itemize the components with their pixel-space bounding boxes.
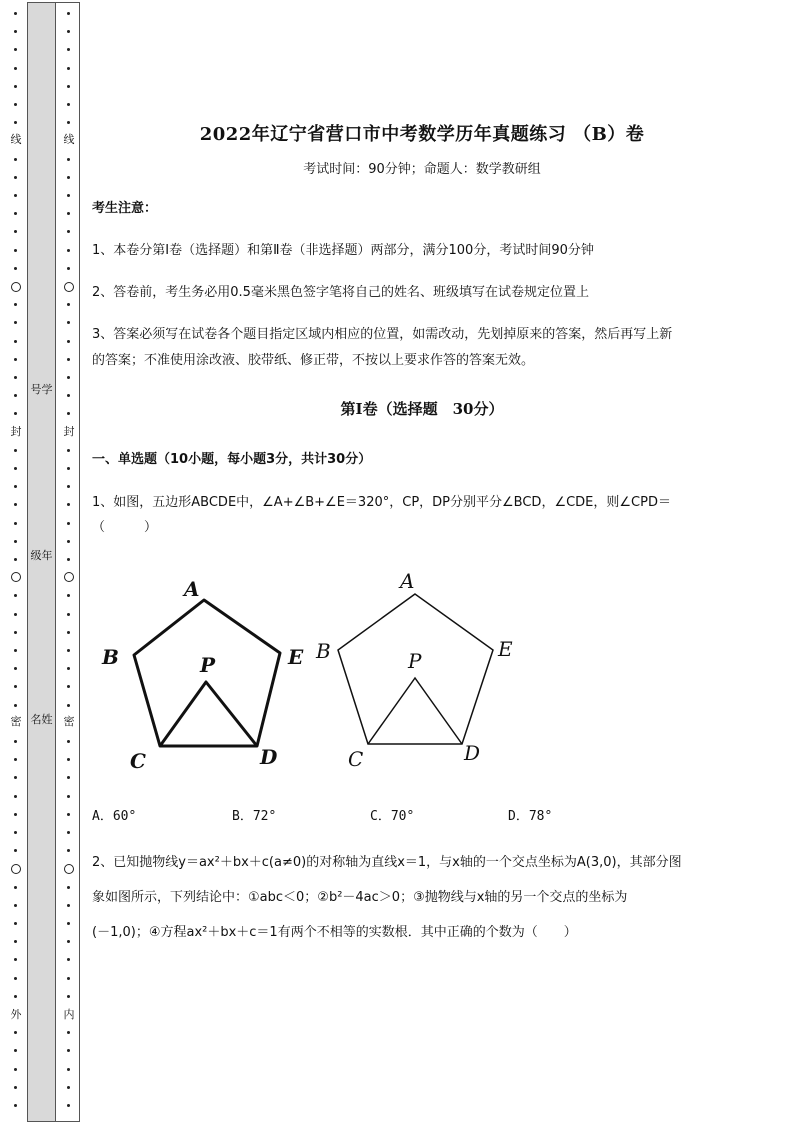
binding-dot — [67, 467, 70, 470]
binding-dot — [67, 558, 70, 561]
binding-dot — [67, 267, 70, 270]
student-id-label: 号学 — [30, 383, 53, 396]
binding-dot — [67, 685, 70, 688]
q1-option-b[interactable]: B．72° — [232, 809, 277, 824]
inner-line-marker: 内 — [63, 1008, 75, 1021]
inner-line-marker: 线 — [63, 133, 75, 146]
binding-dot — [67, 1049, 70, 1052]
outer-line-marker: 密 — [10, 715, 22, 728]
binding-dot — [67, 740, 70, 743]
section-title: 第I卷（选择题 30分） — [340, 400, 504, 418]
right-label-d: D — [464, 741, 481, 765]
binding-dot — [67, 704, 70, 707]
part-heading: 一、单选题（10小题，每小题3分，共计30分） — [92, 452, 372, 467]
binding-dot — [14, 12, 17, 15]
binding-dot — [14, 758, 17, 761]
inner-circle-marker — [64, 282, 74, 292]
binding-dot — [14, 1049, 17, 1052]
binding-dot — [67, 412, 70, 415]
binding-dot — [14, 649, 17, 652]
right-label-a: A — [400, 570, 415, 593]
binding-dot — [14, 1068, 17, 1071]
left-label-e: E — [288, 645, 304, 669]
binding-dot — [14, 540, 17, 543]
binding-dot — [67, 940, 70, 943]
left-label-a: A — [184, 577, 200, 601]
binding-dot — [14, 631, 17, 634]
left-label-p: P — [200, 653, 216, 677]
binding-dot — [14, 995, 17, 998]
pentagon-figure — [92, 570, 532, 770]
binding-dot — [67, 831, 70, 834]
binding-dot — [67, 485, 70, 488]
binding-dot — [67, 922, 70, 925]
binding-dot — [67, 449, 70, 452]
binding-dot — [67, 1031, 70, 1034]
binding-dot — [67, 776, 70, 779]
left-triangle-cp-dp — [160, 682, 257, 746]
notice-item-2: 2、答卷前，考生务必用0.5毫米黑色签字笔将自己的姓名、班级填写在试卷规定位置上 — [92, 285, 589, 300]
binding-dot — [67, 849, 70, 852]
binding-dot — [14, 776, 17, 779]
outer-circle-marker — [11, 282, 21, 292]
binding-dot — [67, 995, 70, 998]
binding-dot — [14, 303, 17, 306]
binding-dot — [67, 340, 70, 343]
name-label: 名姓 — [30, 713, 53, 726]
notice-item-1: 1、本卷分第I卷（选择题）和第Ⅱ卷（非选择题）两部分，满分100分，考试时间90分钟 — [92, 243, 594, 258]
binding-dot — [67, 958, 70, 961]
binding-dot — [14, 412, 17, 415]
binding-dot — [14, 922, 17, 925]
binding-dot — [14, 613, 17, 616]
binding-dot — [14, 558, 17, 561]
binding-dot — [67, 121, 70, 124]
binding-dot — [67, 85, 70, 88]
q1-blank: （ ） — [92, 520, 158, 535]
binding-dot — [67, 394, 70, 397]
binding-dot — [14, 230, 17, 233]
binding-dot — [14, 940, 17, 943]
q2-text-3: (－1,0)；④方程ax²＋bx＋c＝1有两个不相等的实数根．其中正确的个数为（ ） — [92, 925, 577, 940]
binding-dot — [67, 321, 70, 324]
binding-dot — [67, 1068, 70, 1071]
binding-dot — [14, 340, 17, 343]
binding-dot — [14, 467, 17, 470]
binding-dot — [67, 67, 70, 70]
right-label-b: B — [316, 639, 331, 663]
binding-dot — [14, 886, 17, 889]
class-label: 级年 — [30, 549, 53, 562]
binding-dot — [14, 503, 17, 506]
inner-circle-marker — [64, 572, 74, 582]
binding-dot — [14, 176, 17, 179]
binding-dot — [14, 48, 17, 51]
binding-dot — [67, 212, 70, 215]
right-label-c: C — [348, 747, 364, 770]
binding-dot — [14, 358, 17, 361]
notice-item-3: 3、答案必须写在试卷各个题目指定区域内相应的位置，如需改动，先划掉原来的答案，然后再写上新 — [92, 327, 673, 342]
binding-dot — [67, 158, 70, 161]
binding-dot — [67, 48, 70, 51]
binding-dot — [14, 321, 17, 324]
q1-option-d[interactable]: D．78° — [508, 809, 553, 824]
right-triangle-cp-dp — [368, 678, 462, 744]
binding-dot — [67, 886, 70, 889]
inner-line-marker: 封 — [63, 425, 75, 438]
binding-dot — [14, 795, 17, 798]
binding-dot — [67, 376, 70, 379]
outer-line-marker: 外 — [10, 1008, 22, 1021]
binding-dot — [67, 631, 70, 634]
q2-text-1: 2、已知抛物线y＝ax²＋bx＋c(a≠0)的对称轴为直线x＝1，与x轴的一个交点坐标为A(3,0)，其部分图 — [92, 855, 682, 870]
binding-dot — [67, 30, 70, 33]
binding-dot — [67, 667, 70, 670]
binding-dot — [14, 212, 17, 215]
binding-dot — [14, 958, 17, 961]
binding-dot — [67, 758, 70, 761]
binding-dot — [14, 121, 17, 124]
outer-dotted-line — [11, 0, 21, 1123]
outer-line-marker: 线 — [10, 133, 22, 146]
binding-dot — [14, 977, 17, 980]
binding-dot — [14, 904, 17, 907]
binding-dot — [67, 358, 70, 361]
outer-line-marker: 封 — [10, 425, 22, 438]
inner-dotted-line — [64, 0, 74, 1123]
binding-dot — [67, 594, 70, 597]
binding-dot — [67, 813, 70, 816]
binding-dot — [14, 704, 17, 707]
binding-dot — [67, 795, 70, 798]
binding-dot — [14, 594, 17, 597]
binding-dot — [67, 977, 70, 980]
q1-option-c[interactable]: C．70° — [370, 809, 415, 824]
binding-dot — [14, 103, 17, 106]
binding-dot — [14, 158, 17, 161]
notice-item-3-cont: 的答案；不准使用涂改液、胶带纸、修正带，不按以上要求作答的答案无效。 — [92, 353, 535, 368]
binding-dot — [14, 849, 17, 852]
page-title: 2022年辽宁省营口市中考数学历年真题练习 （B）卷 — [199, 124, 645, 145]
binding-dot — [67, 540, 70, 543]
binding-dot — [67, 194, 70, 197]
binding-dot — [67, 522, 70, 525]
q1-options — [92, 805, 692, 827]
outer-circle-marker — [11, 864, 21, 874]
outer-circle-marker — [11, 572, 21, 582]
binding-dot — [14, 831, 17, 834]
binding-dot — [14, 85, 17, 88]
student-info-strip — [27, 2, 56, 1122]
right-label-p: P — [408, 649, 422, 673]
binding-dot — [67, 103, 70, 106]
right-label-e: E — [498, 637, 513, 661]
notice-heading: 考生注意： — [92, 201, 158, 216]
q2-text-2: 象如图所示，下列结论中：①abc＜0；②b²－4ac＞0；③抛物线与x轴的另一个交点的坐标为 — [92, 890, 628, 905]
binding-dot — [14, 1086, 17, 1089]
inner-circle-marker — [64, 864, 74, 874]
binding-dot — [14, 667, 17, 670]
binding-dot — [14, 376, 17, 379]
binding-dot — [14, 30, 17, 33]
binding-dot — [67, 649, 70, 652]
binding-dot — [14, 740, 17, 743]
binding-dot — [14, 1031, 17, 1034]
left-label-b: B — [102, 645, 119, 669]
binding-dot — [67, 613, 70, 616]
binding-dot — [67, 176, 70, 179]
binding-dot — [14, 67, 17, 70]
binding-dot — [14, 249, 17, 252]
binding-dot — [14, 685, 17, 688]
binding-dot — [67, 904, 70, 907]
binding-dot — [14, 267, 17, 270]
binding-dot — [14, 485, 17, 488]
q1-text: 1、如图，五边形ABCDE中，∠A+∠B+∠E＝320°，CP，DP分别平分∠BCD，∠CDE，则∠CPD＝ — [92, 495, 671, 510]
binding-dot — [67, 1104, 70, 1107]
binding-dot — [14, 449, 17, 452]
binding-dot — [67, 249, 70, 252]
binding-dot — [67, 503, 70, 506]
binding-dot — [14, 194, 17, 197]
q1-option-a[interactable]: A．60° — [92, 809, 137, 824]
left-label-d: D — [260, 745, 278, 769]
binding-dot — [14, 1104, 17, 1107]
binding-dot — [14, 813, 17, 816]
binding-dot — [67, 1086, 70, 1089]
left-label-c: C — [130, 749, 146, 770]
binding-dot — [67, 230, 70, 233]
inner-line-marker: 密 — [63, 715, 75, 728]
binding-dot — [67, 303, 70, 306]
binding-dot — [14, 394, 17, 397]
binding-dot — [14, 522, 17, 525]
binding-dot — [67, 12, 70, 15]
exam-info: 考试时间：90分钟；命题人：数学教研组 — [303, 162, 541, 177]
